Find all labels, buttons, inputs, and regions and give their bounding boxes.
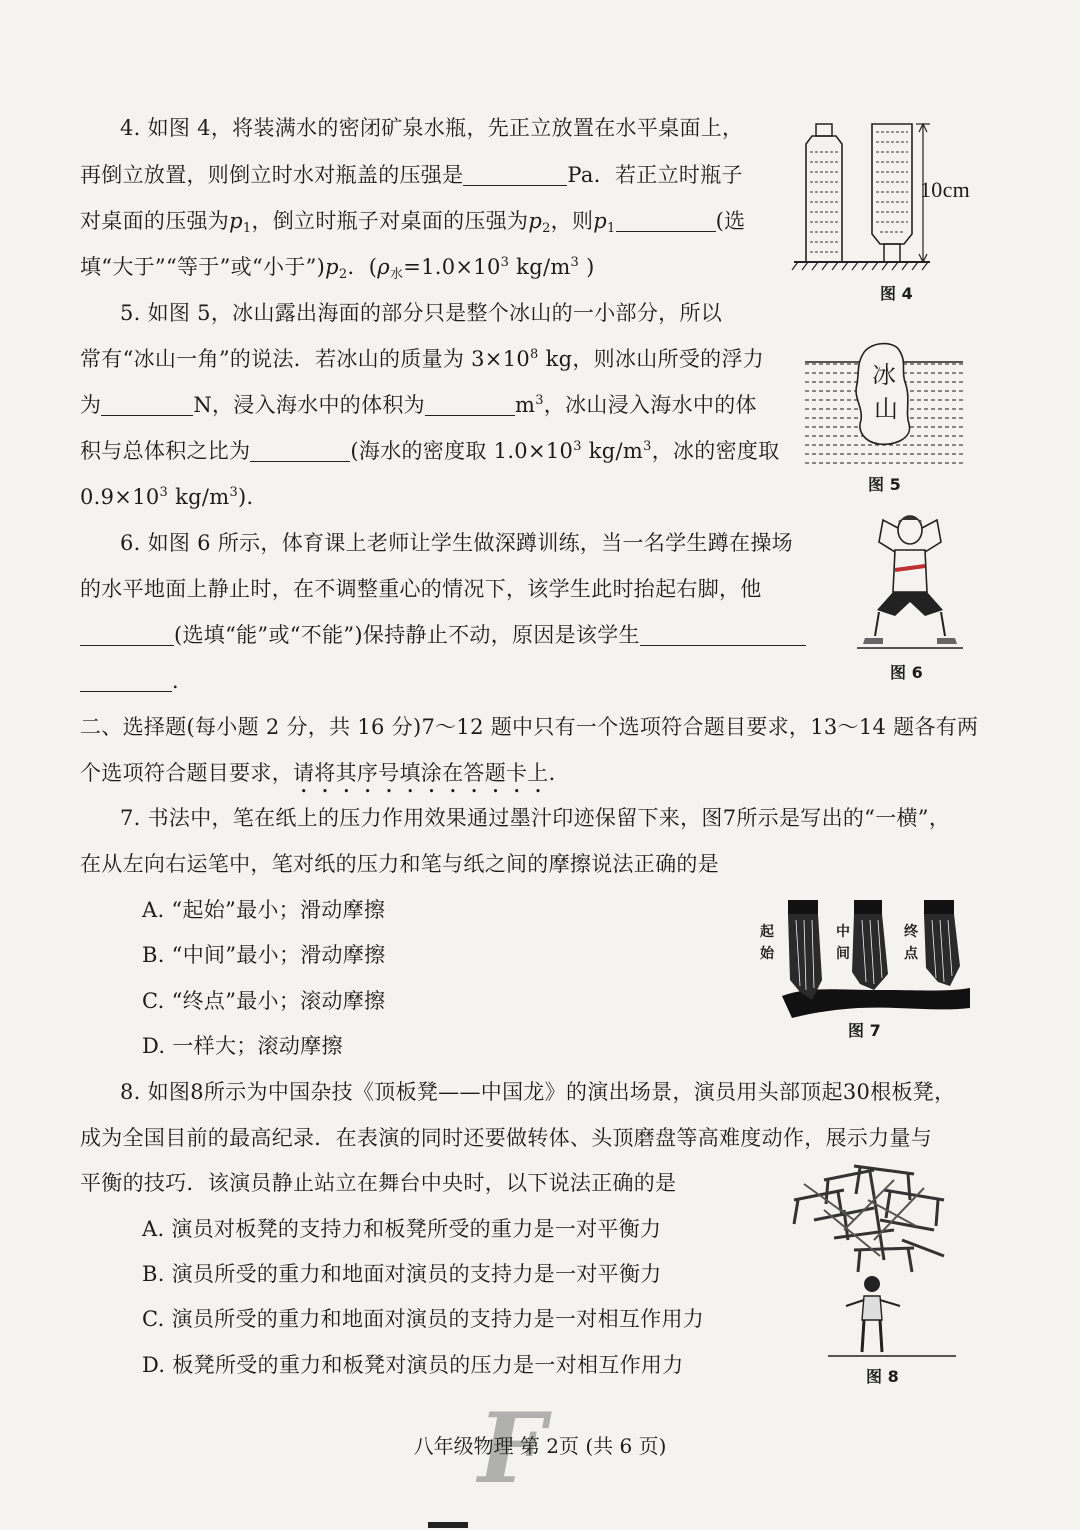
figure-8-acrobat [784,1160,960,1364]
q5-line-5: $0.9\times 10^3$ $kg/m^3$)． [80,485,268,509]
q8-option-b[interactable]: B. 演员所受的重力和地面对演员的支持力是一对平衡力 [142,1262,662,1286]
q6-blank-1[interactable] [80,623,174,646]
q5-line-4: 积与总体积之比为 (海水的密度取 $1.0\times 10^3$ $kg/m^3$，冰的密度取 [80,439,780,463]
figure-4-height-label: 10cm [920,177,971,202]
figure-7-label-start-1: 起 [760,924,775,940]
q5-blank-1[interactable] [101,393,193,416]
q7-option-d[interactable]: D. 一样大；滚动摩擦 [142,1034,343,1058]
figure-7-caption: 图 7 [848,1021,881,1040]
q4-blank-2[interactable] [616,209,716,232]
page-edge-mark [428,1522,468,1528]
figure-7-label-start-2: 始 [760,946,775,962]
q5-line-2: 常有“冰山一角”的说法．若冰山的质量为 $3\times 10^8$ kg，则冰山所受的浮力 [80,347,765,371]
q7-line-2: 在从左向右运笔中，笔对纸的压力和笔与纸之间的摩擦说法正确的是 [80,852,719,876]
q5-line-3: 为 N，浸入海水中的体积为 $m^3$，冰山浸入海水中的体 [80,393,757,417]
q6-line-4: ． [80,666,193,696]
q8-option-d[interactable]: D. 板凳所受的重力和板凳对演员的压力是一对相互作用力 [142,1353,684,1377]
q7-option-c[interactable]: C. “终点”最小；滚动摩擦 [142,989,386,1013]
section-2-heading-line-2: 个选项符合题目要求，请将其序号填涂在答题卡上． [80,761,570,785]
figure-8-caption: 图 8 [866,1367,899,1386]
figure-6-squat [855,512,965,654]
q7-line-1: 7. 书法中，笔在纸上的压力作用效果通过墨汁印迹保留下来，图7所示是写出的“一横”， [120,806,951,830]
q7-option-b[interactable]: B. “中间”最小；滑动摩擦 [142,943,386,967]
figure-7-label-end-2: 点 [904,946,919,962]
q8-line-3: 平衡的技巧．该演员静止站立在舞台中央时，以下说法正确的是 [80,1171,677,1195]
figure-6-caption: 图 6 [890,663,923,682]
q4-blank-1[interactable] [463,163,567,186]
q5-line-1: 5. 如图 5，冰山露出海面的部分只是整个冰山的一小部分，所以 [120,301,723,325]
section-2-heading-line-1: 二、选择题(每小题 2 分，共 16 分)7～12 题中只有一个选项符合题目要求，13～14 题各有两 [80,715,979,739]
q8-option-a[interactable]: A. 演员对板凳的支持力和板凳所受的重力是一对平衡力 [142,1217,662,1241]
figure-7-calligraphy [778,896,974,1018]
q4-line-4: 填“大于”“等于”或“小于$”)p_2$．($\rho_水=1.0\times 10^3$ $kg/m^3$ ) [80,255,595,282]
q6-blank-3[interactable] [80,669,172,692]
figure-7-label-end-1: 终 [904,924,919,940]
q4-line-2: 再倒立放置，则倒立时水对瓶盖的压强是 Pa．若正立时瓶子 [80,163,743,187]
q4-line-1: 4. 如图 4，将装满水的密闭矿泉水瓶，先正立放置在水平桌面上， [120,116,744,140]
page-footer: 八年级物理 第 2页 (共 6 页) [413,1434,667,1458]
figure-5-caption: 图 5 [868,475,901,494]
q8-line-1: 8. 如图8所示为中国杂技《顶板凳——中国龙》的演出场景，演员用头部顶起30根板凳， [120,1080,956,1104]
figure-4-caption: 图 4 [880,284,913,303]
figure-7-label-mid-1: 中 [836,924,851,940]
q8-line-2: 成为全国目前的最高纪录．在表演的同时还要做转体、头顶磨盘等高难度动作，展示力量与 [80,1126,932,1150]
figure-7-label-mid-2: 间 [836,946,851,962]
q7-option-a[interactable]: A. “起始”最小；滑动摩擦 [142,898,386,922]
figure-5-label-mountain: 山 [874,395,899,423]
q5-blank-3[interactable] [250,439,350,462]
q6-line-2: 的水平地面上静止时，在不调整重心的情况下，该学生此时抬起右脚，他 [80,577,762,601]
q8-option-c[interactable]: C. 演员所受的重力和地面对演员的支持力是一对相互作用力 [142,1307,705,1331]
q4-line-3: 对桌面的压强为$p_1$，倒立时瓶子对桌面的压强为$p_2$，则$p_1$ (选 [80,209,746,236]
q5-blank-2[interactable] [425,393,515,416]
exam-version-stamp: F [478,1392,547,1505]
q6-blank-2[interactable] [640,623,806,646]
q6-line-1: 6. 如图 6 所示，体育课上老师让学生做深蹲训练，当一名学生蹲在操场 [120,531,793,555]
figure-5-label-ice: 冰 [872,361,897,389]
q6-line-3: (选填“能”或“不能”)保持静止不动，原因是该学生 [80,620,806,650]
